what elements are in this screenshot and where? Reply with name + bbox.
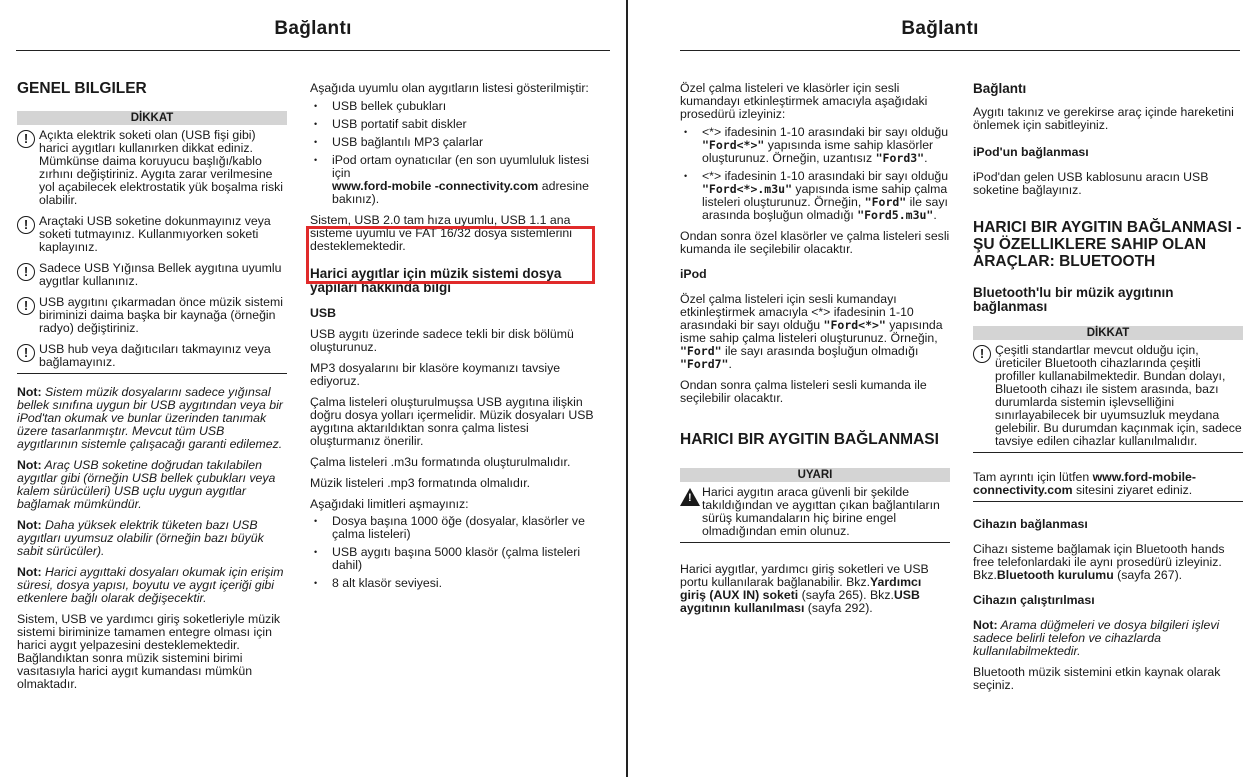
ipod-heading: iPod (680, 267, 707, 281)
note: Not: Sistem müzik dosyalarını sadece yığınsal bellek sınıfına uygun bir USB aygıtından veya bir iPod'tan okumak ve bunlar üzerinden tanımak üzere tasarlanmıştır. Mevcut tüm USB aygıtlarının sistemle çalışacağı garanti edilemez. (17, 385, 283, 451)
warning-item: ! USB aygıtını çıkarmadan önce müzik sistemi biriminizi daima başka bir kaynağa (örneğin radyo) değiştiriniz. (17, 296, 287, 335)
list-item: • USB bellek çubukları (310, 100, 594, 113)
section-heading: HARICI BIR AYGITIN BAĞLANMASI (680, 431, 939, 448)
device-list (310, 100, 594, 206)
caution-label: DİKKAT (973, 326, 1243, 340)
paragraph: Çalma listeleri oluşturulmuşsa USB aygıtına ilişkin doğru dosya yolları içermelidir. Müzik dosyaları USB aygıtına aktarıldıktan sonra çalma listesi oluşturmanız önerilir. (310, 395, 594, 448)
exclamation-circle-icon: ! (17, 130, 35, 148)
list-item: • Dosya başına 1000 öğe (dosyalar, klasörler ve çalma listeleri) (310, 515, 594, 541)
caution-label: DİKKAT (17, 111, 287, 125)
note: Not: Daha yüksek elektrik tüketen bazı USB aygıtları uyumsuz olabilir (örneğin bazı büyük sabit sürücüler). (17, 518, 264, 558)
section-heading: HARICI BIR AYGITIN BAĞLANMASI - ŞU ÖZELLIKLERE SAHIP OLAN ARAÇLAR: BLUETOOTH (973, 219, 1242, 270)
ipod-connect-heading: iPod'un bağlanması (973, 145, 1089, 159)
paragraph: Aşağıdaki limitleri aşmayınız: (310, 497, 469, 511)
right-page (628, 0, 1252, 777)
playlist-intro: Özel çalma listeleri ve klasörler için sesli kumandayı etkinleştirmek amacıyla aşağıdaki prosedürü izleyiniz: (680, 81, 928, 121)
caution-end-rule (17, 373, 287, 374)
warning-item: ! Harici aygıtın araca güvenli bir şekilde takıldığından ve aygıttan çıkan bağlantıların sürüş kumandaların hiç birine engel olmadığından emin olunuz. (680, 486, 950, 538)
paragraph: MP3 dosyalarını bir klasöre koymanızı tavsiye ediyoruz. (310, 361, 561, 388)
section-heading: GENEL BILGILER (17, 80, 147, 97)
subheading: Harici aygıtlar için müzik sistemi dosya yapıları hakkında bilgi (310, 266, 562, 295)
exclamation-circle-icon: ! (17, 297, 35, 315)
page-title: Bağlantı (901, 18, 979, 39)
title-rule (16, 50, 610, 51)
note: Not: Harici aygıttaki dosyaları okumak için erişim süresi, dosya yapısı, boyutu ve aygıt içeriği gibi etkenlere bağlı olarak değişecektir. (17, 565, 284, 605)
subheading: Bluetooth'lu bir müzik aygıtının bağlanması (973, 285, 1174, 314)
title-rule (680, 50, 1240, 51)
list-item: • USB portatif sabit diskler (310, 118, 594, 131)
paragraph: USB aygıtı üzerinde sadece tekli bir disk bölümü oluşturunuz. (310, 327, 574, 354)
exclamation-circle-icon: ! (973, 345, 991, 363)
paragraph: Ondan sonra özel klasörler ve çalma listeleri sesli kumanda ile seçilebilir olacaktır. (680, 229, 950, 256)
right-col-2 (973, 82, 1243, 700)
highlight-box (306, 226, 595, 284)
right-col-1 (680, 82, 950, 623)
device-connect-heading: Cihazın bağlanması (973, 517, 1088, 531)
note: Not: Araç USB soketine doğrudan takılabilen aygıtlar gibi (örneğin USB bellek çubukları veya kalem sürücüleri) USB uçlu uygun aygıtlar bağlamak mümkündür. (17, 458, 276, 511)
bluetooth-setup-link[interactable]: Bluetooth kurulumu (996, 568, 1114, 582)
connect-heading: Bağlantı (973, 81, 1027, 96)
warning-label: UYARI (680, 468, 950, 482)
exclamation-circle-icon: ! (17, 216, 35, 234)
paragraph: Müzik listeleri .mp3 formatında olmalıdır. (310, 476, 531, 490)
paragraph: Özel çalma listeleri için sesli kumandayı etkinleştirmek amacıyla <*> ifadesinin 1-10 arasındaki bir sayı olduğu "Ford<*>" yapısında isme sahip çalma listeleri oluşturunuz. Örneğin, "Ford" ile sayı arasında boşluğun olmadığı "Ford7". (680, 292, 943, 371)
exclamation-circle-icon: ! (17, 344, 35, 362)
left-col-1 (17, 80, 287, 699)
paragraph: iPod'dan gelen USB kablosunu aracın USB soketine bağlayınız. (973, 170, 1209, 197)
device-run-heading: Cihazın çalıştırılması (973, 593, 1095, 607)
warning-triangle-icon (680, 488, 700, 506)
warning-item: ! Sadece USB Yığınsa Bellek aygıtına uyumlu aygıtlar kullanınız. (17, 262, 287, 288)
caution-end-rule (973, 452, 1243, 453)
paragraph: Tam ayrıntı için lütfen www.ford-mobile-connectivity.com sitesini ziyaret ediniz. (973, 470, 1196, 497)
usb-heading: USB (310, 306, 336, 320)
ford-link[interactable]: www.ford-mobile -connectivity.com (332, 179, 539, 193)
compatible-intro: Aşağıda uyumlu olan aygıtların listesi gösterilmiştir: (310, 81, 589, 95)
paragraph: Harici aygıtlar, yardımcı giriş soketleri ve USB portu kullanılarak bağlanabilir. Bkz.Yardımcı giriş (AUX IN) soketi (sayfa 265). Bkz.USB aygıtının kullanılması (sayfa 292). (680, 562, 929, 615)
note: Not: Arama düğmeleri ve dosya bilgileri işlevi sadece belirli telefon ve cihazlarda kullanılabilmektedir. (973, 618, 1220, 658)
page-title: Bağlantı (274, 18, 352, 39)
left-col-2 (310, 82, 594, 598)
warning-end-rule (680, 542, 950, 543)
playlist-steps (680, 126, 950, 222)
closing-paragraph: Sistem, USB ve yardımcı giriş soketleriyle müzik sistemi biriminize tamamen entegre olması için harici aygıt yelpazesini desteklemektedir. Bağlandıktan sonra müzik sistemini birimi vasıtasıyla harici aygıt kumandası mümkün olmaktadır. (17, 612, 281, 691)
usb-link[interactable]: USB aygıtının kullanılması (680, 588, 920, 615)
paragraph: Bluetooth müzik sistemini etkin kaynak olarak seçiniz. (973, 665, 1221, 692)
limits-list (310, 515, 594, 590)
exclamation-circle-icon: ! (17, 263, 35, 281)
list-item: • <*> ifadesinin 1-10 arasındaki bir sayı olduğu "Ford<*>.m3u" yapısında isme sahip çalma listeleri oluşturunuz. Örneğin, "Ford" ile sayı arasında boşluğun olmadığı "Ford5.m3u". (680, 170, 950, 222)
list-item: • iPod ortam oynatıcılar (en son uyumluluk listesi için www.ford-mobile -connectivity.com adresine bakınız). (310, 154, 594, 206)
warning-item: ! Çeşitli standartlar mevcut olduğu için, üreticiler Bluetooth cihazlarında çeşitli profiller kullanabilmektedir. Bundan dolayı, Bluetooth cihazı ile sistem arasında, bazı durumlarda sistemin işlevselliğini sınırlayabilecek bir uyumsuzluk meydana gelebilir. Bu durumdan kaçınmak için, sadece tavsiye edilen cihazlar kullanılmalıdır. (973, 344, 1243, 448)
paragraph: Çalma listeleri .m3u formatında oluşturulmalıdır. (310, 455, 571, 469)
paragraph: Ondan sonra çalma listeleri sesli kumanda ile seçilebilir olacaktır. (680, 378, 927, 405)
list-item: • <*> ifadesinin 1-10 arasındaki bir sayı olduğu "Ford<*>" yapısında isme sahip klasörler oluşturunuz. Örneğin, uzantısız "Ford3". (680, 126, 950, 165)
list-item: • USB bağlantılı MP3 çalarlar (310, 136, 594, 149)
list-item: • 8 alt klasör seviyesi. (310, 577, 594, 590)
warning-item: ! Açıkta elektrik soketi olan (USB fişi gibi) harici aygıtları kullanırken dikkat ediniz. Mümkünse daima koruyucu başlığı/kablo zırhını değiştiriniz. Aygıta zarar verilmesine yol açabilecek elektrostatik yük boşalma riski olabilir. (17, 129, 287, 207)
list-item: • USB aygıtı başına 5000 klasör (çalma listeleri dahil) (310, 546, 594, 572)
paragraph: Cihazı sisteme bağlamak için Bluetooth hands free telefonlardaki ile aynı prosedürü izleyiniz. Bkz.Bluetooth kurulumu (sayfa 267). (973, 542, 1225, 582)
warning-item: ! Araçtaki USB soketine dokunmayınız veya soketi tutmayınız. Kullanmıyorken soketi kaplayınız. (17, 215, 287, 254)
paragraph: Aygıtı takınız ve gerekirse araç içinde hareketini önlemek için sabitleyiniz. (973, 105, 1234, 132)
section-rule (973, 501, 1243, 502)
warning-item: ! USB hub veya dağıtıcıları takmayınız veya bağlamayınız. (17, 343, 287, 369)
ford-link[interactable]: www.ford-mobile-connectivity.com (973, 470, 1196, 497)
aux-link[interactable]: Yardımcı giriş (AUX IN) soketi (680, 575, 922, 602)
highlighted-paragraph: Sistem, USB 2.0 tam hıza uyumlu, USB 1.1 ana sisteme uyumlu ve FAT 16/32 dosya sistemlerini desteklemektedir. (310, 213, 572, 253)
